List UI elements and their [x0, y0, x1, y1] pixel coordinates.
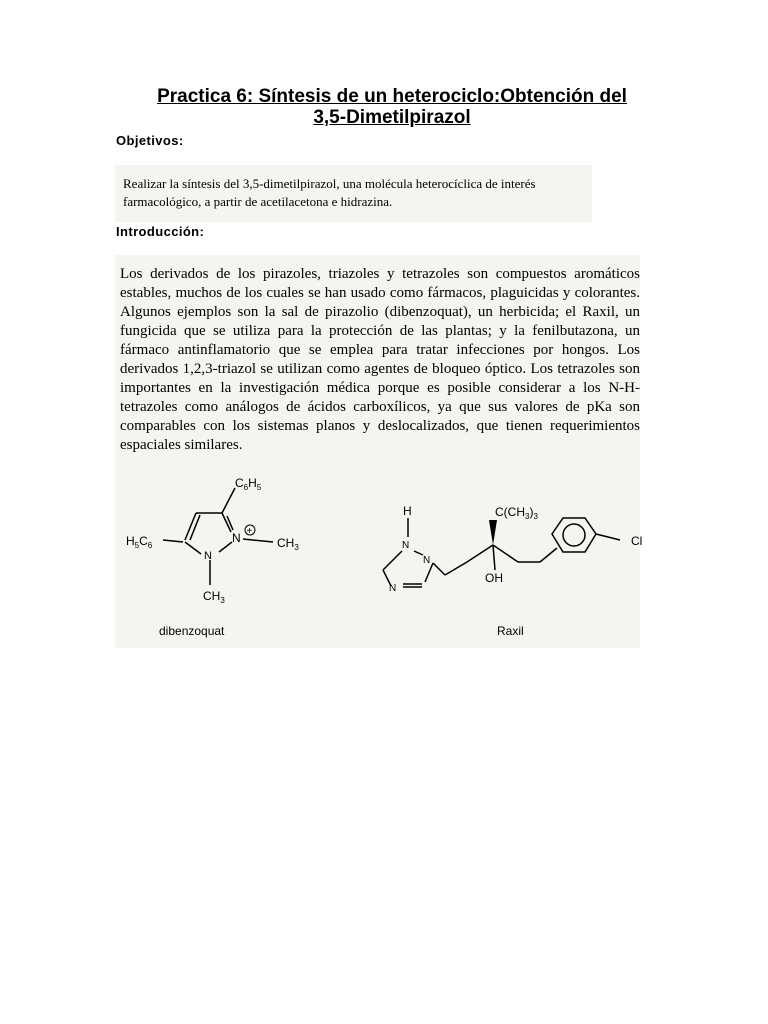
objetivos-heading: Objetivos: — [116, 133, 184, 148]
dibenzoquat-ch3-bottom: $CH_3$ — [203, 589, 225, 605]
introduccion-box — [115, 255, 643, 648]
chemical-structures-figure — [115, 460, 643, 648]
introduccion-text: Los derivados de los pirazoles, triazoles y tetrazoles son compuestos aromáticos estables, muchos de los cuales se han usado como fármacos, plaguicidas y colorantes. Algunos ejemplos son la sal de pirazolio (dibenzoquat), un herbicida; el Raxil, un fungicida que se utiliza para la protección de las plantas; y la fenilbutazona, un fármaco antinflamatorio que se emplea para tratar infecciones por hongos. Los derivados 1,2,3-triazol se utilizan como agentes de bloqueo óptico. Los tetrazoles son importantes en la investigación médica porque es posible considerar a los N-H-tetrazoles como análogos de ácidos carboxílicos, ya que sus valores de pKa son comparables con los sistemas planos y deslocalizados, que tienen requerimientos espaciales similares. — [120, 266, 640, 453]
raxil-wedge-bond — [489, 520, 497, 545]
raxil-caption: Raxil — [497, 624, 524, 638]
dibenzoquat-n-plus: N — [232, 531, 241, 545]
dibenzoquat-ch3-right: $CH_3$ — [277, 536, 299, 552]
raxil-tbutyl: $C(CH_3)_3$ — [495, 505, 538, 521]
raxil-n1: N — [402, 540, 410, 551]
raxil-cl: Cl — [631, 534, 643, 548]
document-title — [100, 86, 684, 128]
dibenzoquat-labels — [126, 476, 299, 638]
title-line-2: 3,5-Dimetilpirazol — [313, 107, 471, 128]
raxil-labels — [389, 504, 642, 638]
dibenzoquat-c6h5-top: $C_6H_5$ — [235, 476, 262, 492]
dibenzoquat-charge: + — [246, 526, 253, 537]
dibenzoquat-caption: dibenzoquat — [159, 624, 225, 638]
raxil-n3: N — [389, 583, 397, 594]
dibenzoquat-h5c6-left: $H_5C_6$ — [126, 534, 153, 550]
objetivos-box — [115, 165, 592, 222]
introduccion-heading: Introducción: — [116, 224, 205, 239]
dibenzoquat-structure — [163, 488, 273, 585]
objetivos-text: Realizar la síntesis del 3,5-dimetilpirazol, una molécula heterocíclica de interés farmacológico, a partir de acetilacetona e hidrazina. — [123, 176, 536, 209]
raxil-oh: OH — [485, 571, 503, 585]
title-line-1: Practica 6: Síntesis de un heterociclo:Obtención del — [157, 86, 627, 107]
raxil-h: H — [403, 504, 412, 518]
raxil-n2: N — [423, 555, 431, 566]
dibenzoquat-n-methyl: N — [204, 550, 212, 562]
